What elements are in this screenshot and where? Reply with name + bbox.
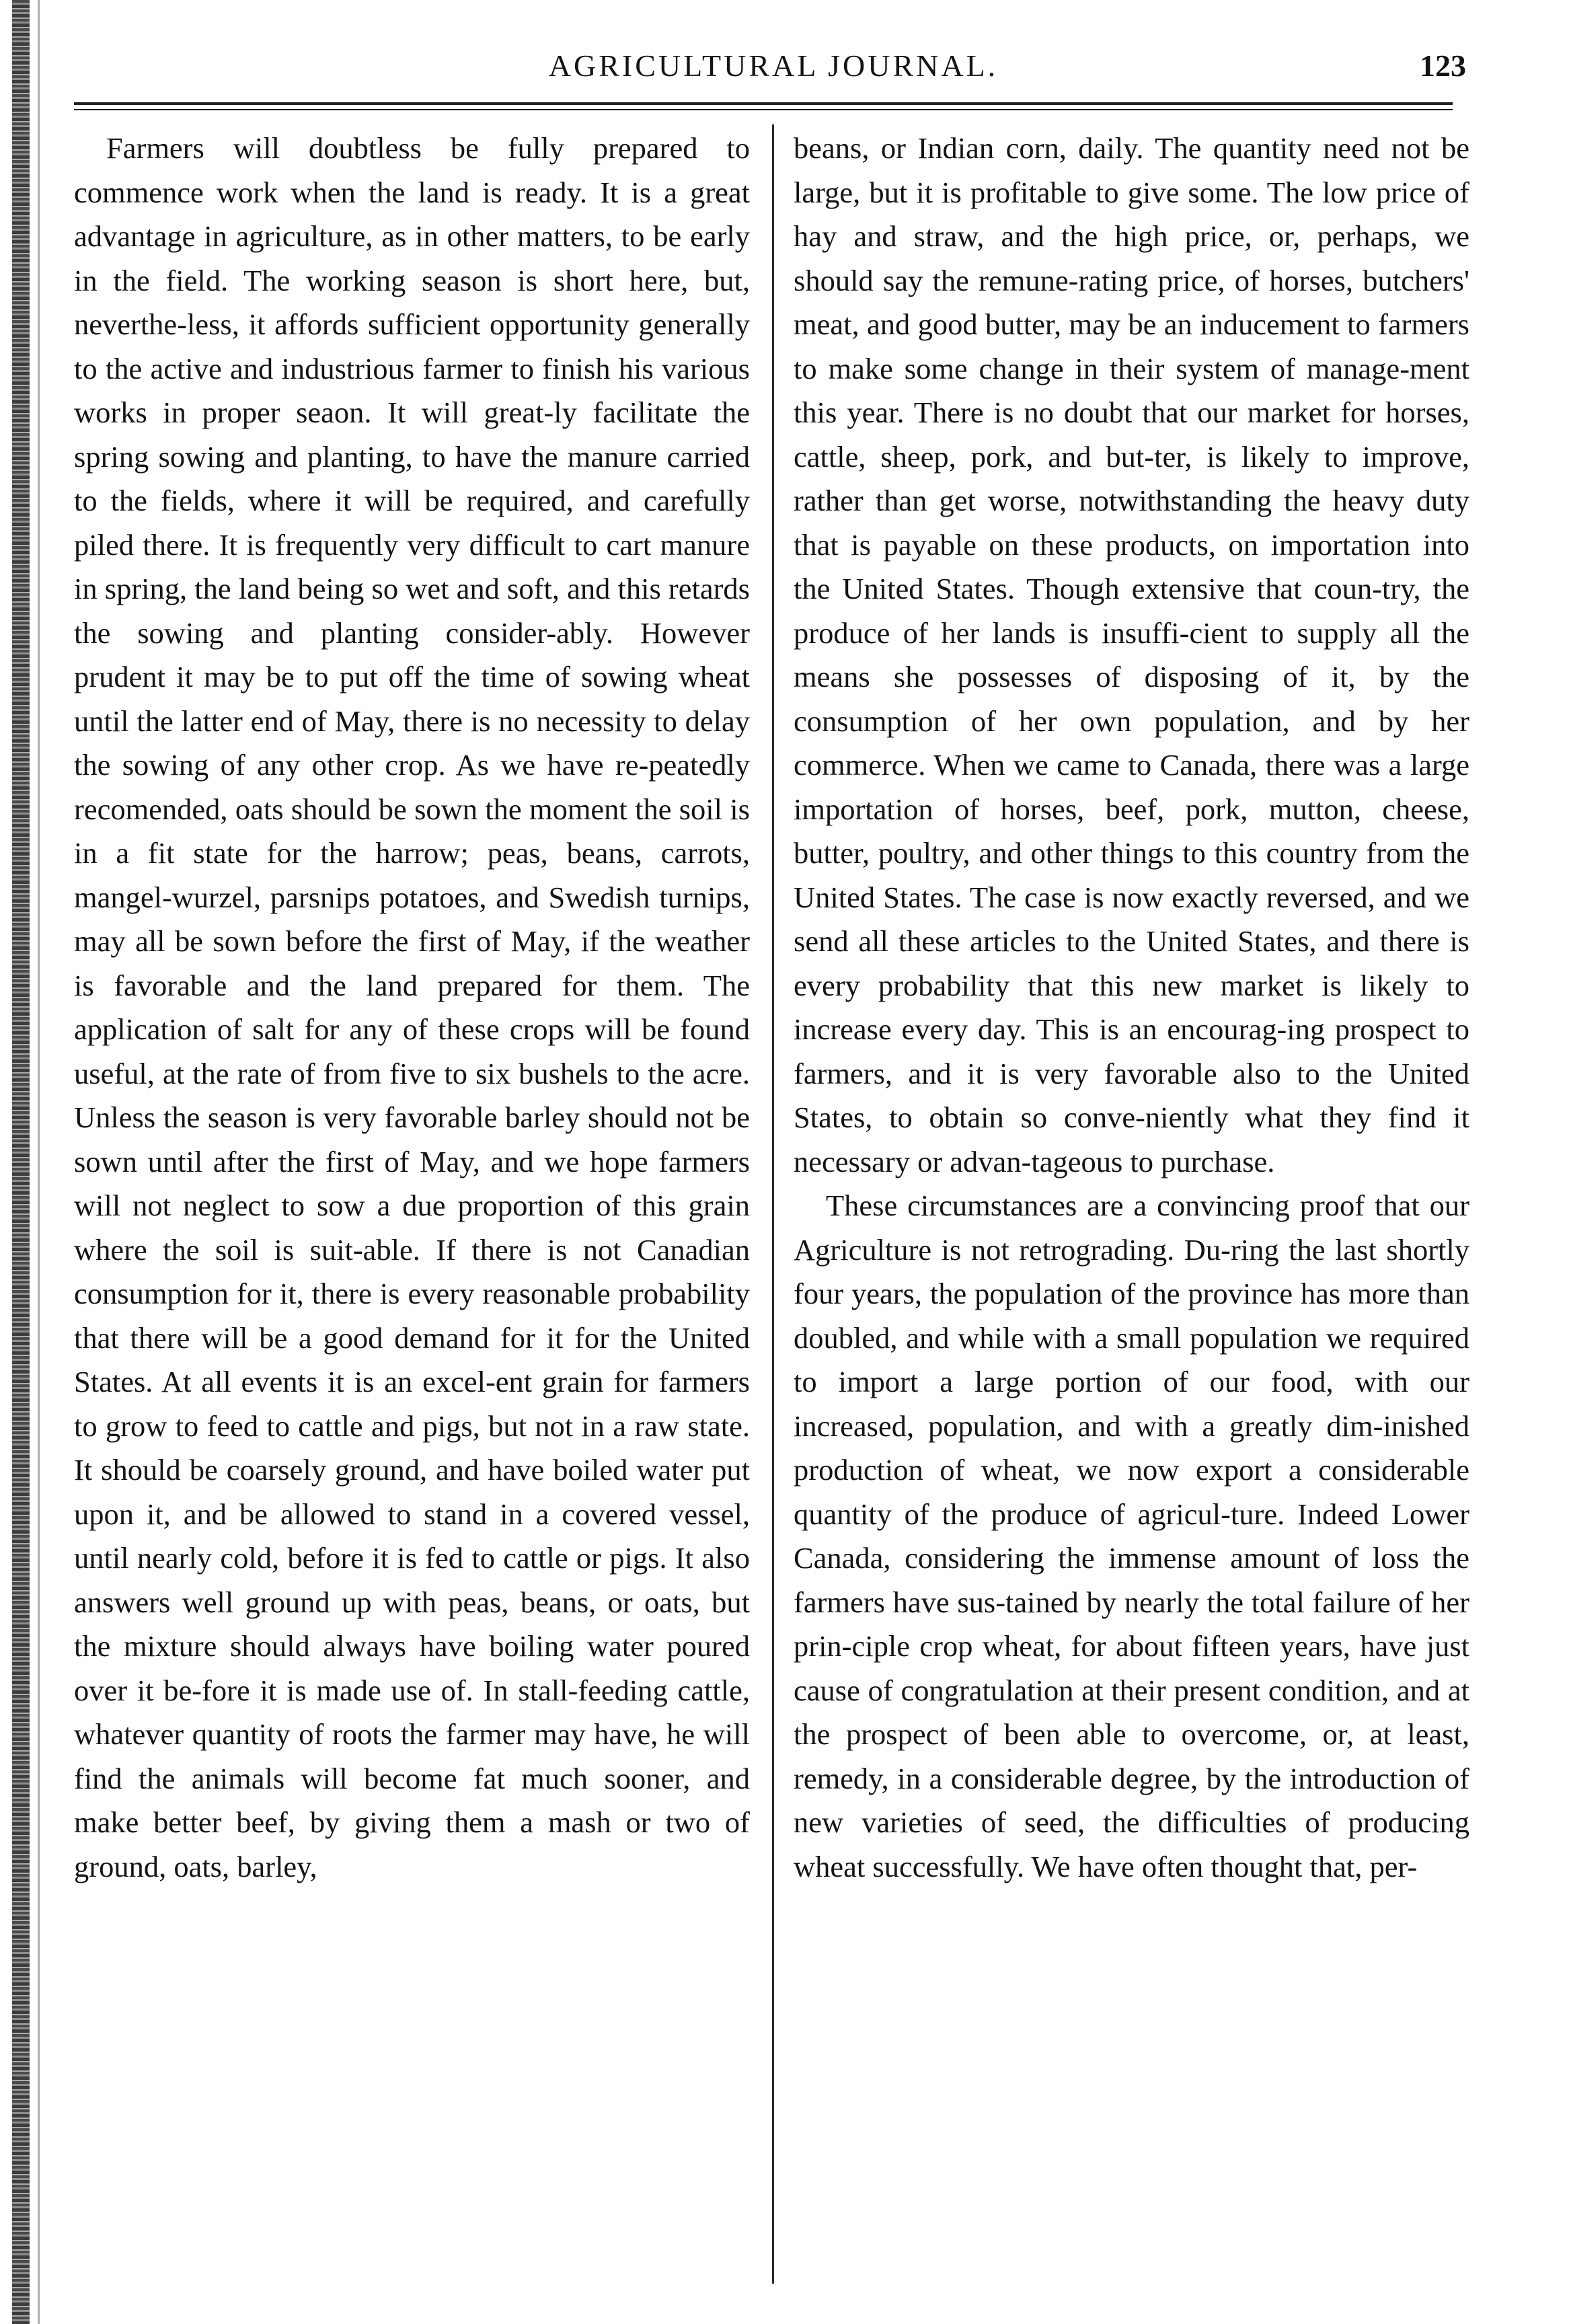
left-paragraph-1: Farmers will doubtless be fully prepared to commence work when the land is ready. It is a great advantage in agriculture, as in other matters, to be early in the field. The working season is short here, but, neverthe-less, it affords sufficient opportunity generally to the active and industrious farmer to finish his various works in proper seaon. It will great-ly facilitate the spring sowing and planting, to have the manure carried to the fields, where it will be required, and carefully piled there. It is frequently very difficult to cart manure in spring, the land being so wet and soft, and this retards the sowing and planting consider-ably. However prudent it may be to put off the time of sowing wheat until the latter end of May, there is no necessity to delay the sowing of any other crop. As we have re-peatedly recomended, oats should be sown the moment the soil is in a fit state for the harrow; peas, beans, carrots, mangel-wurzel, parsnips potatoes, and Swedish turnips, may all be sown before the first of May, if the weather is favorable and the land prepared for them. The application of salt for any of these crops will be found useful, at the rate of from five to six bushels to the acre. Unless the season is very favorable barley should not be sown until after the first of May, and we hope farmers will not neglect to sow a due proportion of this grain where the soil is suit-able. If there is not Canadian consumption for it, there is every reasonable probability that there will be a good demand for it for the United States. At all events it is an excel-ent grain for farmers to grow to feed to cattle and pigs, but not in a raw state. It should be coarsely ground, and have boiled water put upon it, and be allowed to stand in a covered vessel, until nearly cold, before it is fed to cattle or pigs. It also answers well ground up with peas, beans, or oats, but the mixture should always have boiling water poured over it be-fore it is made use of. In stall-feeding cattle, whatever quantity of roots the farmer may have, he will find the animals will become fat much sooner, and make better beef, by giving them a mash or two of ground, oats, barley,	[74, 131, 750, 1883]
binding-line	[38, 0, 40, 2324]
left-column	[74, 126, 750, 2292]
header-rule-thin	[74, 109, 1453, 110]
column-divider	[772, 124, 774, 2284]
right-column	[794, 126, 1469, 2292]
page-header	[67, 32, 1480, 100]
page-number: 123	[1420, 48, 1466, 83]
right-paragraph-1: beans, or Indian corn, daily. The quantity need not be large, but it is profitable to give some. The low price of hay and straw, and the high price, or, perhaps, we should say the remune-rating price, of horses, butchers' meat, and good butter, may be an inducement to farmers to make some change in their system of manage-ment this year. There is no doubt that our market for horses, cattle, sheep, pork, and but-ter, is likely to improve, rather than get worse, notwithstanding the heavy duty that is payable on these products, on importation into the United States. Though extensive that coun-try, the produce of her lands is insuffi-cient to supply all the means she possesses of disposing of it, by the consumption of her own population, and by her commerce. When we came to Canada, there was a large importation of horses, beef, pork, mutton, cheese, butter, poultry, and other things to this country from the United States. The case is now exactly reversed, and we send all these articles to the United States, and there is every probability that this new market is likely to increase every day. This is an encourag-ing prospect to farmers, and it is very favorable also to the United States, to obtain so conve-niently what they find it necessary or advan-tageous to purchase.	[794, 131, 1469, 1178]
binding-edge	[12, 0, 30, 2324]
right-paragraph-2: These circumstances are a convincing proof that our Agriculture is not retrograding. Du-ring the last shortly four years, the population of the province has more than doubled, and while with a small population we required to import a large portion of our food, with our increased, population, and with a greatly dim-inished production of wheat, we now export a considerable quantity of the produce of agricul-ture. Indeed Lower Canada, considering the immense amount of loss the farmers have sus-tained by nearly the total failure of her prin-ciple crop wheat, for about fifteen years, have just cause of congratulation at their present condition, and at the prospect of been able to overcome, or, at least, remedy, in a considerable degree, by the introduction of new varieties of seed, the difficulties of producing wheat successfully. We have often thought that, per-	[794, 1189, 1469, 1883]
running-title: AGRICULTURAL JOURNAL.	[548, 48, 999, 83]
header-rule-thick	[74, 102, 1453, 105]
